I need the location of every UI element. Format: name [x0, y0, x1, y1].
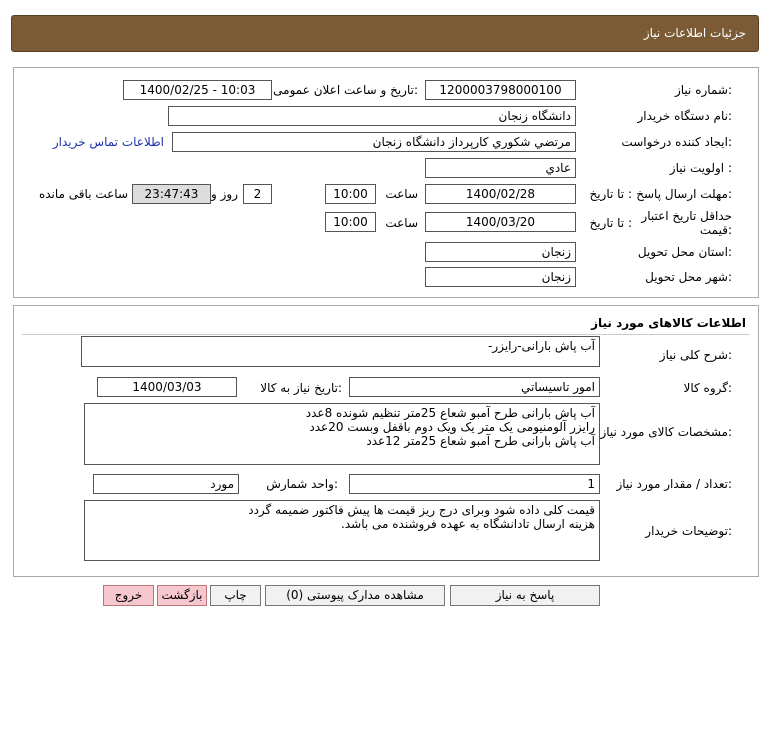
priority-field: عادي — [425, 158, 576, 178]
city-label: شهر محل تحویل: — [645, 270, 732, 284]
priority-label: اولویت نیاز : — [669, 161, 732, 175]
summary-label: شرح کلی نیاز: — [659, 348, 732, 362]
buyer-notes-field: قیمت کلی داده شود وبرای درج ریز قیمت ها پیش فاکتور ضمیمه گردد هزینه ارسال تادانشگاه به عهده فروشنده می باشد. — [84, 500, 600, 561]
validity-time-field: 10:00 — [325, 212, 376, 232]
need-number-field: 1200003798000100 — [425, 80, 576, 100]
group-field: امور تاسيساتي — [349, 377, 600, 397]
contact-buyer-link[interactable]: اطلاعات تماس خریدار — [52, 135, 164, 149]
validity-label: حداقل تاریخ اعتبار قیمت: — [641, 209, 732, 237]
need-date-label: تاریخ نیاز به کالا: — [260, 381, 342, 395]
back-button[interactable]: بازگشت — [157, 585, 207, 606]
buyer-field: دانشگاه زنجان — [168, 106, 576, 126]
buyer-label: نام دستگاه خریدار: — [637, 109, 732, 123]
validity-time-label: ساعت — [385, 216, 418, 230]
group-label: گروه کالا: — [683, 381, 732, 395]
need-date-field: 1400/03/03 — [97, 377, 237, 397]
creator-label: ایجاد کننده درخواست: — [621, 135, 732, 149]
creator-field: مرتضي شكوري كارپرداز دانشگاه زنجان — [172, 132, 576, 152]
province-label: استان محل تحویل: — [637, 245, 732, 259]
goods-section-title: اطلاعات کالاهای مورد نیاز — [591, 316, 746, 330]
buyer-notes-label: توضیحات خریدار: — [645, 524, 732, 538]
announce-field: 1400/02/25 - 10:03 — [123, 80, 272, 100]
need-number-label: شماره نیاز: — [674, 83, 732, 97]
unit-field: مورد — [93, 474, 239, 494]
days-field: 2 — [243, 184, 272, 204]
deadline-date-field: 1400/02/28 — [425, 184, 576, 204]
validity-until-label: تا تاریخ : — [589, 216, 632, 230]
unit-label: واحد شمارش: — [266, 477, 338, 491]
city-field: زنجان — [425, 267, 576, 287]
specs-label: مشخصات کالای مورد نیاز: — [600, 425, 732, 439]
days-label: روز و — [211, 187, 238, 201]
deadline-time-label: ساعت — [385, 187, 418, 201]
qty-field: 1 — [349, 474, 600, 494]
reply-button[interactable]: پاسخ به نیاز — [450, 585, 600, 606]
qty-label: تعداد / مقدار مورد نیاز: — [616, 477, 732, 491]
print-button[interactable]: چاپ — [210, 585, 261, 606]
deadline-label: مهلت ارسال پاسخ: — [636, 187, 732, 201]
province-field: زنجان — [425, 242, 576, 262]
remaining-time-field: 23:47:43 — [132, 184, 211, 204]
page-header — [11, 15, 759, 52]
page-title: جزئیات اطلاعات نیاز — [643, 26, 746, 40]
specs-field: آب پاش بارانی طرح آمبو شعاع 25متر تنظیم شونده 8عدد رایزر آلومنیومی یک متر یک ویک دوم باقفل وبست 20عدد آب پاش بارانی طرح آمبو شعاع 25متر 12عدد — [84, 403, 600, 465]
summary-field: آب پاش بارانی-رایزر- — [81, 336, 600, 367]
announce-label: تاریخ و ساعت اعلان عمومی: — [273, 83, 418, 97]
section-divider — [22, 334, 750, 335]
deadline-until-label: تا تاریخ : — [589, 187, 632, 201]
remaining-label: ساعت باقی مانده — [38, 187, 128, 201]
validity-date-field: 1400/03/20 — [425, 212, 576, 232]
exit-button[interactable]: خروج — [103, 585, 154, 606]
deadline-time-field: 10:00 — [325, 184, 376, 204]
attachments-button[interactable]: مشاهده مدارک پیوستی (0) — [265, 585, 445, 606]
details-panel — [13, 67, 759, 298]
